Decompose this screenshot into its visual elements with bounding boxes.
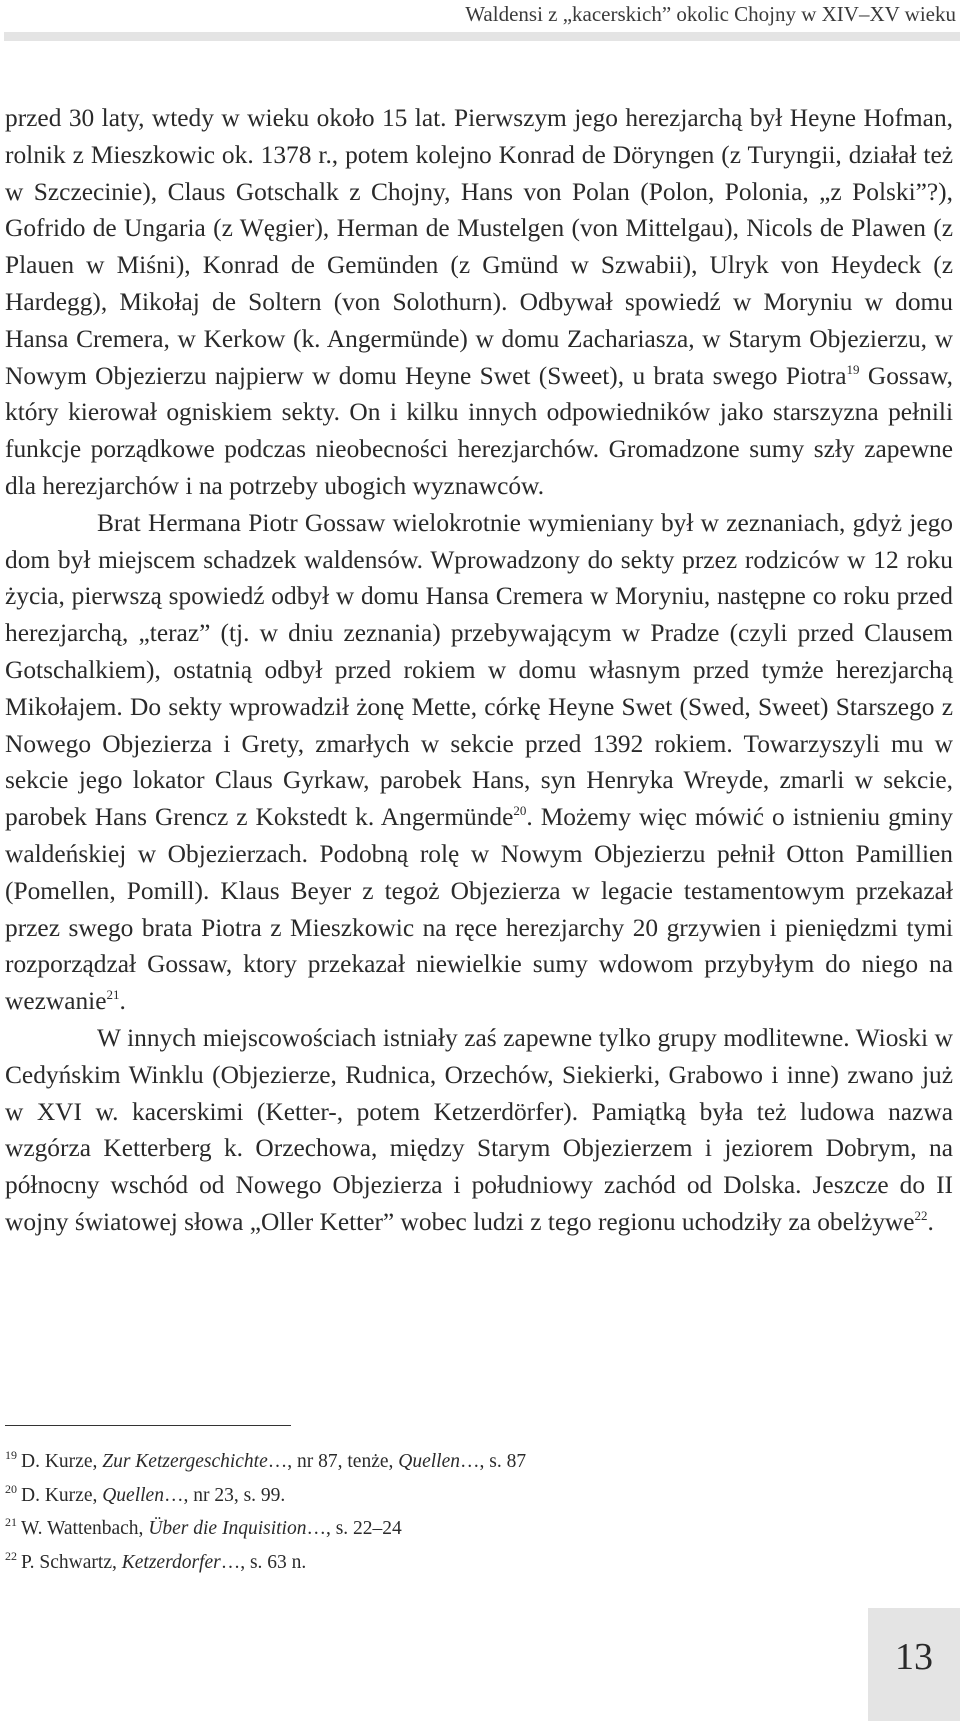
running-header [0, 0, 960, 28]
footnote-author: D. Kurze, [21, 1484, 103, 1506]
paragraph-2-text: Brat Hermana Piotr Gossaw wielokrotnie wymieniany był w zeznaniach, gdyż jego dom był miejscem schadzek waldensów. Wprowadzony do sekty przez rodziców w 12 roku życia, pierwszą spowiedź odbył w domu Hansa Cremera w Moryniu, następne co roku przed herezjarchą, „teraz” (tj. w dniu zeznania) przebywającym w Pradze (czyli przed Clausem Gotschalkiem), ostatnią odbył przed rokiem w domu własnym przed tymże herezjarchą Mikołajem. Do sekty wprowadził żonę Mette, córkę Heyne Swet (Swed, Sweet) Starszego z Nowego Objezierza i Grety, zmarłych w sekcie przed 1392 rokiem. Towarzyszyli mu w sekcie jego lokator Claus Gyrkaw, parobek Hans, syn Henryka Wreyde, zmarli w sekcie, parobek Hans Grencz z Kokstedt k. Angermünde [5, 508, 953, 832]
page-number: 13 [895, 1636, 933, 1678]
footnote-ref-22: 22 [914, 1207, 928, 1223]
footnotes [5, 1446, 905, 1580]
footnote-title: Quellen [102, 1484, 164, 1506]
paragraph-1 [5, 100, 953, 505]
footnote-ref: …, s. 22–24 [306, 1518, 402, 1539]
footnote-ref-21: 21 [106, 987, 120, 1003]
paragraph-3-text-end: . [927, 1207, 934, 1236]
header-rule [4, 32, 960, 41]
paragraph-1-text-end: Gossaw, który kierował ogniskiem sekty. On i kilku innych odpowiedników jako starszyzna pełnili funkcje porządkowe podczas nieobecności herezjarchów. Gromadzone sumy szły zapewne dla herezjarchów i na potrzeby ubogich wyznawców. [5, 361, 953, 500]
footnote-ref-20: 20 [513, 803, 527, 819]
paragraph-1-text: przed 30 laty, wtedy w wieku około 15 lat. Pierwszym jego herezjarchą był Heyne Hofman, rolnik z Mieszkowic ok. 1378 r., potem kolejno Konrad de Döryngen (z Turyngii, działał też w Szczecinie), Claus Gotschalk z Chojny, Hans von Polan (Polon, Polonia, „z Polski”?), Gofrido de Ungaria (z Węgier), Herman de Mustelgen (von Mittelgau), Nicols de Plawen (z Plauen w Miśni), Konrad de Gemünden (z Gmünd w Szwabii), Ulryk von Heydeck (z Hardegg), Mikołaj de Soltern (von Solothurn). Odbywał spowiedź w Moryniu w domu Hansa Cremera, w Kerkow (k. Angermünde) w domu Zachariasza, w Starym Objezierzu, w Nowym Objezierzu najpierw w domu Heyne Swet (Sweet), u brata swego Piotra [5, 104, 953, 390]
footnote-author: D. Kurze, [21, 1451, 103, 1472]
page-number-box [868, 1608, 960, 1721]
footnote-number: 20 [5, 1481, 17, 1496]
footnote-title: Ketzerdorfer [121, 1551, 221, 1573]
footnote-title: Zur Ketzergeschichte [102, 1451, 268, 1472]
paragraph-2 [5, 505, 953, 1020]
footnote-author: P. Schwartz, [21, 1551, 122, 1573]
paragraph-3 [5, 1020, 953, 1241]
footnote-number: 21 [5, 1515, 17, 1529]
body-text [5, 100, 953, 1241]
footnote-number: 19 [5, 1448, 17, 1462]
footnote-20 [5, 1480, 905, 1514]
paragraph-3-text: W innych miejscowościach istniały zaś zapewne tylko grupy modlitewne. Wioski w Cedyńskim Winklu (Objezierze, Rudnica, Orzechów, Siekierki, Grabowo i inne) zwano już w XVI w. kacerskimi (Ketter-, potem Ketzerdörfer). Pamiątką była też ludowa nazwa wzgórza Ketterberg k. Orzechowa, między Starym Objezierzem i jeziorem Dobrym, na północny wschód od Nowego Objezierza i południowy zachód od Dolska. Jeszcze do II wojny światowej słowa „Oller Ketter” wobec ludzi z tego regionu uchodziły za obelżywe [5, 1023, 953, 1236]
footnote-title-2: Quellen [398, 1451, 461, 1472]
footnote-title: Über die Inquisition [148, 1518, 307, 1539]
footnote-22 [5, 1547, 905, 1581]
running-title: Waldensi z „kacerskich” okolic Chojny w XIV–XV wieku [465, 2, 956, 26]
paragraph-2-text-mid: . Możemy więc mówić o istnieniu gminy waldeńskiej w Objezierzach. Podobną rolę w Nowym Objezierzu pełnił Otton Pamillien (Pomellen, Pomill). Klaus Beyer z tegoż Objezierza w legacie testamentowym przekazał przez swego brata Piotra z Mieszkowic na ręce herezjarchy 20 grzywien i pieniędzmi tymi rozporządzał Gossaw, ktory przekazał niewielkie sumy wdowom przybyłym do niego na wezwanie [5, 803, 953, 1016]
footnote-author: W. Wattenbach, [21, 1518, 149, 1539]
footnote-19 [5, 1446, 905, 1480]
footnote-21 [5, 1513, 905, 1547]
footnote-ref: …, nr 87, tenże, [267, 1451, 399, 1472]
footnote-number: 22 [5, 1548, 17, 1563]
paragraph-2-text-end: . [119, 987, 126, 1016]
footnote-ref-2: …, s. 87 [460, 1451, 527, 1472]
footnote-rule [5, 1425, 291, 1426]
footnote-ref: …, s. 63 n. [220, 1551, 307, 1573]
footnote-ref-19: 19 [846, 361, 860, 377]
footnote-ref: …, nr 23, s. 99. [163, 1484, 286, 1506]
